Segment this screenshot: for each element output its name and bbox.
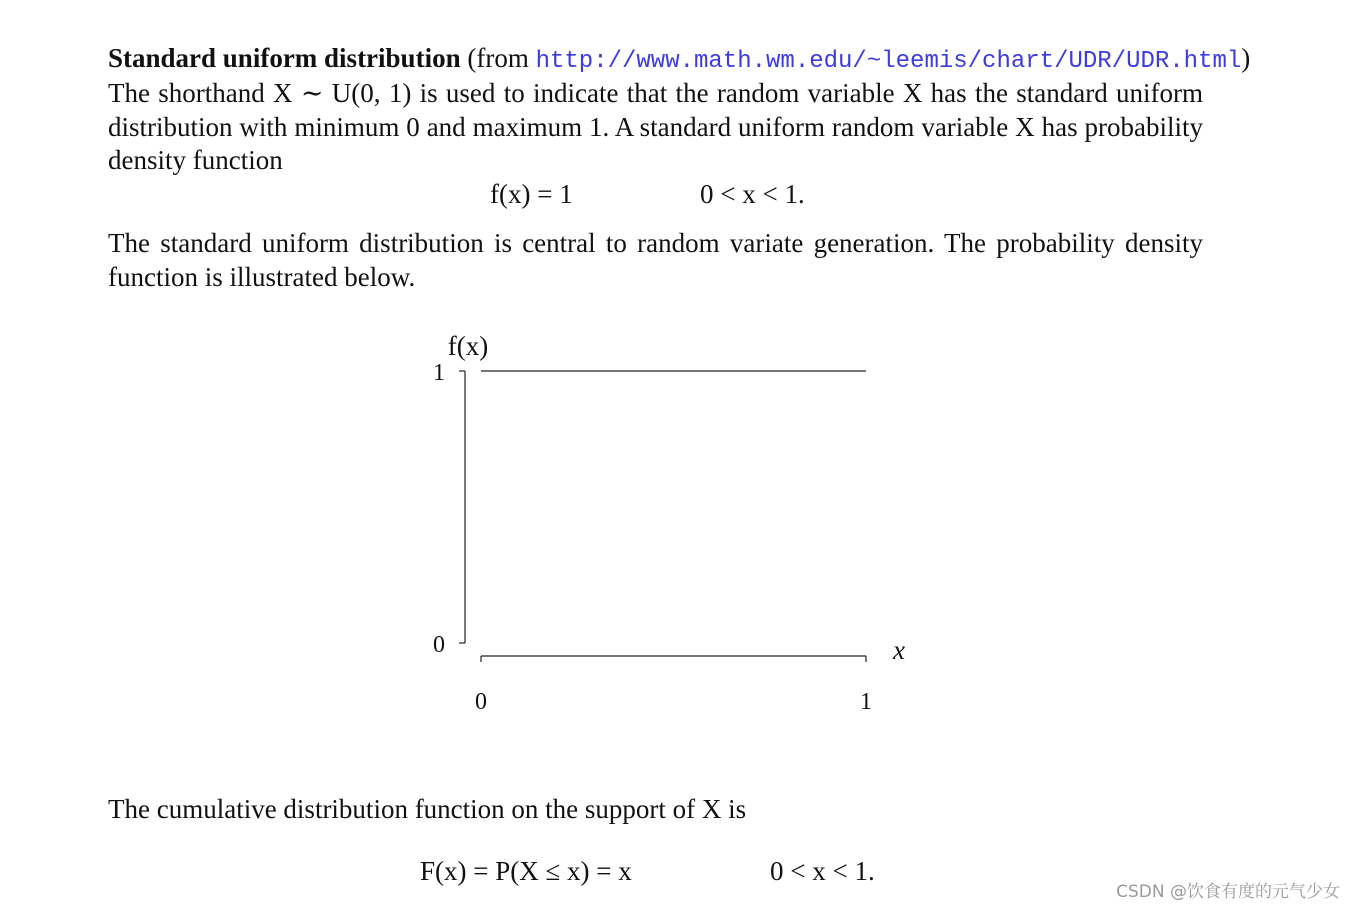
intro-paragraph: The shorthand X ∼ U(0, 1) is used to indicate that the random variable X has the standard uniform distribution with minimum 0 and maximum 1. A standard uniform random variable X has probability density function	[108, 78, 1203, 175]
pdf-support: 0 < x < 1.	[700, 179, 805, 209]
description-paragraph: The standard uniform distribution is central to random variate generation. The probability density function is illustrated below.	[108, 228, 1203, 292]
section-title: Standard uniform distribution	[108, 43, 461, 73]
pdf-equation: f(x) = 1	[490, 179, 573, 209]
x-tick-label: 0	[475, 689, 487, 715]
y-tick-label: 0	[433, 632, 445, 658]
source-suffix: )	[1241, 43, 1251, 73]
y-axis-label: f(x)	[447, 331, 489, 361]
cdf-support: 0 < x < 1.	[770, 856, 875, 886]
cdf-intro-paragraph: The cumulative distribution function on the support of X is	[108, 794, 747, 824]
source-link[interactable]: http://www.math.wm.edu/~leemis/chart/UDR/UDR.html	[535, 48, 1242, 75]
watermark: CSDN @饮食有度的元气少女	[1116, 882, 1340, 902]
x-tick-label: 1	[860, 689, 872, 715]
source-prefix: (from	[467, 43, 536, 73]
y-tick-label: 1	[433, 360, 445, 386]
cdf-equation: F(x) = P(X ≤ x) = x	[420, 856, 632, 886]
x-axis-label: x	[893, 635, 905, 665]
